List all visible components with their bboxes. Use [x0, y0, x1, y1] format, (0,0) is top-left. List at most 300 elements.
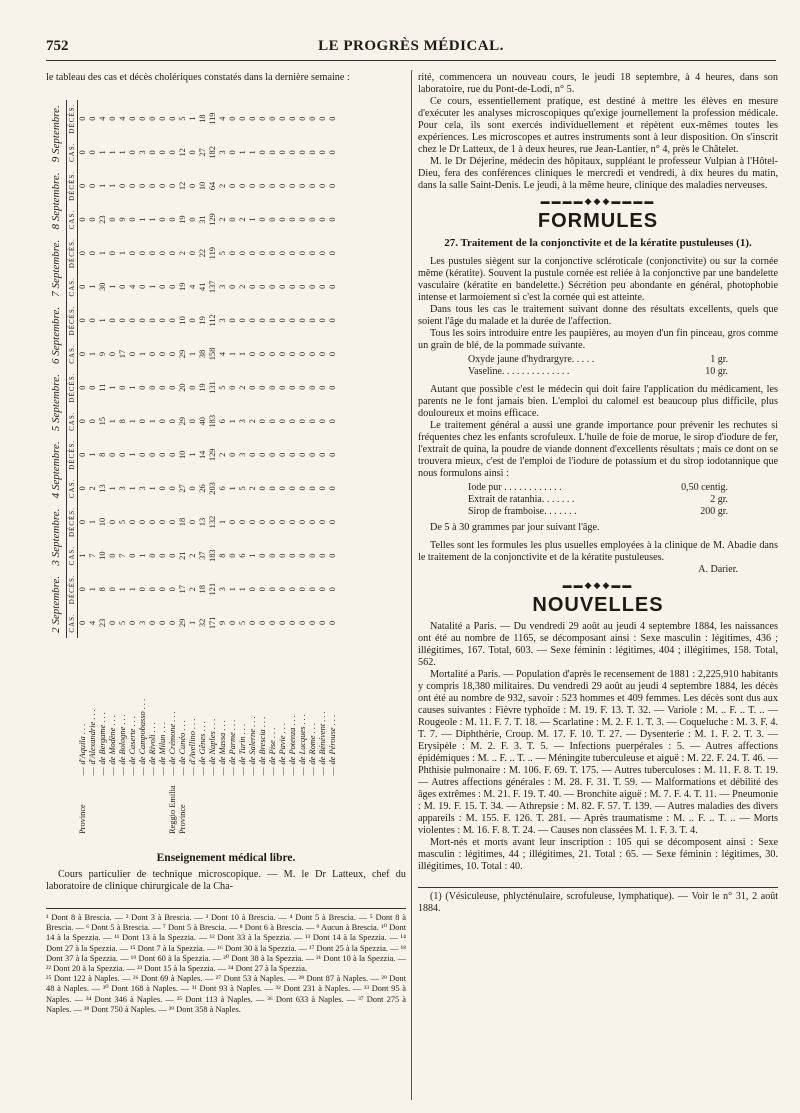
province-label — [148, 777, 158, 835]
cas-value: 0 — [308, 217, 317, 222]
cas-value: 1 — [238, 150, 247, 155]
province-label — [158, 777, 168, 835]
deces-value: 119 — [208, 247, 217, 260]
deces-value: 1 — [108, 183, 117, 189]
row-marker: — — [288, 767, 297, 776]
ingredient: Vaseline. . . . . . . . . . . . . . — [468, 366, 570, 377]
deces-value: 0 — [168, 318, 177, 323]
deces-value: 0 — [138, 452, 147, 457]
cas-value: 4 — [88, 620, 97, 625]
cas-value: 1 — [128, 419, 137, 424]
deces-value: 0 — [138, 385, 147, 390]
cas-value: 1 — [248, 217, 257, 222]
deces-value: 0 — [238, 251, 247, 256]
cas-value: 1 — [78, 553, 87, 558]
deces-value: 0 — [308, 587, 317, 592]
cas-value: 0 — [298, 553, 307, 558]
cas-value: 203 — [208, 482, 217, 495]
cas-value: 13 — [98, 484, 107, 493]
deces-value: 0 — [168, 519, 177, 525]
cas-value: 0 — [328, 217, 337, 222]
cas-value: 0 — [288, 351, 297, 357]
row-marker: — — [228, 767, 237, 776]
deces-value: 4 — [98, 116, 107, 121]
deces-value: 0 — [278, 251, 287, 256]
deces-value: 121 — [208, 582, 217, 596]
deces-value: 0 — [308, 385, 317, 390]
deces-value: 0 — [138, 587, 147, 592]
cas-value: 32 — [198, 618, 207, 628]
deces-header: DÉCÈS. — [67, 504, 78, 541]
deces-value: 11 — [98, 383, 107, 392]
row-marker: — — [108, 767, 117, 776]
cas-value: 2 — [188, 553, 197, 558]
province-label — [278, 777, 288, 835]
cas-value: 4 — [128, 284, 137, 289]
deces-value: 0 — [78, 385, 87, 390]
province-label — [238, 777, 248, 835]
cas-value: 0 — [168, 150, 177, 155]
deces-value: 0 — [108, 116, 117, 121]
cas-header: CAS. — [67, 541, 78, 571]
deces-value: 0 — [268, 587, 277, 592]
cas-value: 1 — [138, 351, 147, 357]
natalite-paris: Natalité a Paris. — Du vendredi 29 août au jeudi 4 septembre 1884, les naissances ont été au nombre de 1165, se décomposant ainsi : Sexe masculin : légitimes, 436 ; illégitimes, 167. Total, 603. — Sexe féminin : légitimes, 404 ; illégitimes, 158. Total, 562. — [418, 621, 778, 668]
deces-value: 2 — [218, 452, 227, 457]
deces-value: 0 — [238, 183, 247, 189]
deces-value: 0 — [88, 251, 97, 256]
cas-value: 0 — [328, 620, 337, 625]
table-row — [208, 100, 218, 835]
cas-value: 1 — [148, 486, 157, 491]
cas-value: 40 — [198, 417, 207, 426]
deces-value: 0 — [168, 116, 177, 121]
cas-value: 1 — [88, 284, 97, 289]
footnote-text: (1) (Vésiculeuse, phlycténulaire, scrofuleuse, lymphatique). — Voir le n° 31, 2 août 1884. — [418, 891, 778, 914]
row-marker: — — [198, 767, 207, 776]
province-label — [228, 777, 238, 835]
cas-value: 1 — [248, 553, 257, 558]
deces-value: 12 — [178, 181, 187, 191]
deces-value: 17 — [178, 585, 187, 594]
cas-value: 3 — [218, 284, 227, 289]
footnote-brescia-spezzia: ¹ Dont 8 à Brescia. — ² Dont 3 à Brescia. — ³ Dont 10 à Brescia. — ⁴ Dont 5 à Brescia. — ⁵ Dont 8 à Brescia. — ⁶ Dont 5 à Brescia. — ⁷ Dont 5 à Brescia. — ⁸ Dont 6 à Brescia. — ⁹ Aucun à Brescia. ¹⁰ Dont 14 à la Spezzia. — ¹¹ Dont 13 à la Spezzia. — ¹² Dont 33 à la Spezzia. — ¹³ Dont 14 à la Spezzia. — ¹⁴ Dont 27 à la Spezzia. — ¹⁵ Dont 7 à la Spezzia. — ¹⁶ Dont 30 à la Spezzia. — ¹⁷ Dont 25 à la Spezzia. — ¹⁸ Dont 37 à la Spezzia. — ¹⁹ Dont 60 à la Spezzia. — ²⁰ Dont 38 à la Spezzia. — ²¹ Dont 10 à la Spezzia. — ²² Dont 20 à la Spezzia. — ²³ Dont 15 à la Spezzia. — ²⁴ Dont 27 à la Spezzia. — [46, 913, 406, 974]
deces-value: 0 — [288, 183, 297, 189]
deces-value: 0 — [248, 452, 257, 457]
deces-value: 0 — [308, 116, 317, 121]
table-row — [318, 100, 328, 835]
deces-value: 0 — [148, 385, 157, 390]
province-label — [318, 777, 328, 835]
cas-value: 0 — [298, 284, 307, 289]
cas-value: 37 — [198, 551, 207, 560]
deces-value: 1 — [88, 452, 97, 457]
cas-value: 0 — [158, 284, 167, 289]
province-label: Province — [178, 804, 187, 834]
cas-value: 0 — [188, 150, 197, 155]
deces-value: 0 — [258, 587, 267, 592]
deces-value: 0 — [298, 452, 307, 457]
city-name: de Potenza . . . — [288, 714, 297, 765]
dejerine-notice: M. le Dr Déjerine, médecin des hôpitaux, suppléant le professeur Vulpian à l'Hôtel-Dieu, fera des conférences cliniques le mercredi et vendredi, à dix heures du matin, dans la salle Saint-Denis. Le jeudi, à la même heure, clinique des maladies nerveuses. — [418, 156, 778, 191]
cas-value: 0 — [268, 351, 277, 357]
cas-value: 12 — [178, 148, 187, 157]
cas-value: 9 — [118, 217, 127, 222]
city-name: de Bologne . . . — [118, 714, 127, 765]
cholera-table-rotated — [46, 100, 406, 835]
enseignement-section — [46, 852, 406, 893]
page-number: 752 — [46, 38, 69, 54]
deces-value: 0 — [288, 519, 297, 525]
cas-value: 27 — [198, 148, 207, 157]
deces-value: 0 — [268, 116, 277, 121]
deces-value: 0 — [138, 251, 147, 256]
recipe-syrup — [468, 482, 728, 518]
cas-value: 0 — [308, 419, 317, 424]
cas-value: 9 — [218, 620, 227, 625]
row-marker: — — [158, 767, 167, 776]
formule-para-6: Telles sont les formules les plus usuelles employées à la clinique de M. Abadie dans le traitement de la conjonctivite et de la kératite pustuleuses. — [418, 540, 778, 563]
cas-value: 0 — [318, 217, 327, 222]
formule-para-1: Les pustules siègent sur la conjonctive scléroticale (conjonctivite) ou sur la cornée même (kératite). Souvent la pustule cornée est reliée à la conjonctive par une bandelette vasculaire (kératite en bandelette.) Sécrétion peu abondante en général, photophobie intense et larmoiement si c'est la cornée qui est atteinte. — [418, 256, 778, 303]
city-name: de Bénévent . . . — [318, 711, 327, 765]
cas-value: 0 — [308, 150, 317, 155]
cas-value: 1 — [108, 486, 117, 491]
deces-value: 0 — [268, 452, 277, 457]
deces-value: 3 — [218, 318, 227, 323]
cas-value: 0 — [228, 284, 237, 289]
deces-value: 10 — [178, 450, 187, 460]
table-intro: le tableau des cas et décès cholériques constatés dans la dernière semaine : — [46, 72, 350, 83]
cas-value: 183 — [208, 549, 217, 562]
city-name: de Milan . . . — [158, 721, 167, 765]
cas-value: 0 — [148, 553, 157, 558]
deces-value: 2 — [238, 385, 247, 390]
deces-value: 0 — [158, 385, 167, 390]
cas-value: 38 — [198, 349, 207, 359]
cas-value: 0 — [78, 620, 87, 625]
cas-value: 0 — [158, 217, 167, 222]
day-header: 3 Septembre. — [46, 504, 67, 571]
cas-value: 8 — [218, 553, 227, 558]
province-label — [188, 777, 198, 835]
deces-value: 0 — [148, 251, 157, 256]
cas-value: 0 — [248, 284, 257, 289]
day-header-row — [46, 100, 67, 835]
deces-value: 0 — [318, 116, 327, 121]
deces-value: 0 — [88, 116, 97, 121]
cours-continuation: rité, commencera un nouveau cours, le jeudi 18 septembre, à 4 heures, dans son laboratoire, rue du Pont-de-Lodi, n° 5. — [418, 72, 778, 95]
deces-value: 0 — [258, 251, 267, 256]
cas-value: 17 — [118, 349, 127, 359]
deces-value: 0 — [188, 251, 197, 256]
table-row — [128, 100, 138, 835]
cas-header: CAS. — [67, 473, 78, 503]
cas-value: 0 — [328, 284, 337, 289]
cas-value: 1 — [188, 351, 197, 357]
deces-value: 0 — [238, 318, 247, 323]
deces-value: 0 — [78, 116, 87, 121]
cholera-table — [46, 100, 338, 835]
deces-value: 18 — [198, 585, 207, 594]
cas-value: 1 — [228, 486, 237, 491]
city-name: de Caserte . . . — [128, 715, 137, 765]
cas-value: 0 — [278, 620, 287, 625]
cas-value: 0 — [158, 419, 167, 424]
cas-value: 0 — [278, 351, 287, 357]
table-row — [168, 100, 178, 835]
deces-value: 0 — [158, 183, 167, 189]
table-row — [198, 100, 208, 835]
city-name: de Cunéo . . . — [178, 720, 187, 765]
quantity: 2 gr. — [710, 494, 728, 505]
table-row — [178, 100, 188, 835]
day-header: 9 Septembre. — [46, 100, 67, 167]
province-label — [98, 777, 108, 835]
province-label — [88, 777, 98, 835]
deces-value: 0 — [328, 318, 337, 323]
deces-value: 2 — [218, 183, 227, 189]
deces-value: 0 — [108, 452, 117, 457]
cas-header: CAS. — [67, 204, 78, 234]
deces-value: 0 — [288, 587, 297, 592]
cas-value: 0 — [168, 419, 177, 424]
deces-value: 0 — [78, 519, 87, 525]
deces-value: 0 — [148, 452, 157, 457]
deces-value: 0 — [78, 452, 87, 457]
deces-value: 0 — [278, 318, 287, 323]
city-name: de Naples . . . — [208, 718, 217, 765]
deces-value: 0 — [128, 183, 137, 189]
city-name: de Pérouse . . . — [328, 714, 337, 765]
row-marker: — — [77, 767, 87, 776]
deces-value: 0 — [298, 251, 307, 256]
cas-value: 0 — [128, 553, 137, 558]
cas-value: 0 — [298, 217, 307, 222]
deces-value: 4 — [118, 116, 127, 121]
author-signature: A. Darier. — [698, 564, 738, 575]
cas-value: 19 — [178, 282, 187, 291]
cas-value: 183 — [208, 414, 217, 428]
cas-value: 171 — [208, 616, 217, 630]
deces-value: 0 — [148, 519, 157, 525]
cas-value: 0 — [318, 351, 327, 357]
province-label — [248, 777, 258, 835]
deces-value: 3 — [218, 587, 227, 592]
deces-header: DÉCÈS. — [67, 571, 78, 608]
cas-value: 0 — [298, 351, 307, 357]
deces-value: 0 — [228, 318, 237, 323]
day-header: 6 Septembre. — [46, 302, 67, 369]
table-row — [88, 100, 98, 835]
deces-value: 0 — [188, 385, 197, 390]
table-row — [188, 100, 198, 835]
enseignement-text: Cours particulier de technique microscopique. — M. le Dr Latteux, chef du laboratoire de clinique chirurgicale de la Cha- — [46, 869, 406, 892]
deces-value: 3 — [238, 452, 247, 457]
cas-value: 2 — [238, 284, 247, 289]
deces-value: 0 — [258, 116, 267, 121]
cas-value: 29 — [178, 618, 187, 628]
deces-value: 0 — [258, 519, 267, 525]
deces-value: 8 — [98, 587, 107, 592]
cas-value: 0 — [308, 284, 317, 289]
cas-value: 0 — [268, 150, 277, 155]
cas-value: 21 — [178, 551, 187, 560]
deces-value: 0 — [308, 183, 317, 189]
table-row — [258, 100, 268, 835]
cas-value: 0 — [128, 217, 137, 222]
left-footnotes — [46, 908, 406, 1015]
deces-value: 0 — [248, 183, 257, 189]
cas-value: 9 — [98, 351, 107, 357]
cas-value: 0 — [318, 486, 327, 491]
province-label — [118, 777, 128, 835]
row-marker: — — [248, 767, 257, 776]
deces-value: 0 — [88, 385, 97, 390]
deces-value: 0 — [78, 587, 87, 592]
recipe-line — [468, 482, 728, 494]
cas-value: 0 — [328, 351, 337, 357]
table-row — [308, 100, 318, 835]
deces-value: 0 — [108, 519, 117, 525]
cas-value: 0 — [278, 553, 287, 558]
cas-value: 0 — [158, 553, 167, 558]
deces-value: 0 — [118, 452, 127, 457]
cas-value: 1 — [138, 217, 147, 222]
cas-value: 0 — [318, 553, 327, 558]
cas-value: 0 — [148, 620, 157, 625]
cas-value: 0 — [268, 217, 277, 222]
recipe-line — [468, 494, 728, 506]
recipe-line — [468, 506, 728, 518]
cas-value: 0 — [268, 553, 277, 558]
deces-value: 0 — [328, 251, 337, 256]
cas-value: 2 — [238, 217, 247, 222]
nouvelles-heading: NOUVELLES — [532, 594, 664, 616]
corner-cell — [46, 638, 67, 835]
deces-header: DÉCÈS. — [67, 100, 78, 137]
cas-value: 0 — [88, 217, 97, 222]
deces-value: 1 — [108, 385, 117, 390]
city-name: de Turin . . . — [238, 723, 247, 765]
deces-value: 0 — [158, 116, 167, 121]
cas-value: 0 — [308, 486, 317, 491]
deces-value: 0 — [258, 183, 267, 189]
province-label — [128, 777, 138, 835]
row-marker: — — [268, 767, 277, 776]
deces-value: 1 — [88, 519, 97, 525]
cas-value: 158 — [208, 347, 217, 361]
cas-value: 26 — [198, 484, 207, 493]
cas-value: 0 — [288, 553, 297, 558]
deces-value: 0 — [268, 385, 277, 390]
deces-value: 0 — [258, 318, 267, 323]
deces-value: 0 — [228, 251, 237, 256]
formule-para-5: Le traitement général a aussi une grande importance pour prévenir les rechutes si fréquentes chez les enfants scrofuleux. L'huile de foie de morue, le sirop d'iodure de fer, l'extrait de quina, la poudre de viande donnent d'excellents résultats ; mais ce dont on se trouvera mieux, c'est de l'emploi de l'iodure de potassium et du sirop iodotannique que nous formulons ainsi : — [418, 420, 778, 479]
deces-value: 0 — [188, 519, 197, 525]
table-row — [148, 100, 158, 835]
deces-value: 0 — [288, 385, 297, 390]
deces-value: 0 — [278, 385, 287, 390]
deces-value: 0 — [248, 318, 257, 323]
deces-value: 0 — [298, 183, 307, 189]
deces-value: 0 — [308, 251, 317, 256]
recipe-ointment — [468, 354, 728, 378]
cas-value: 3 — [138, 620, 147, 625]
cas-value: 5 — [238, 620, 247, 625]
deces-value: 0 — [288, 318, 297, 323]
cas-value: 3 — [138, 486, 147, 491]
deces-value: 0 — [328, 452, 337, 457]
deces-value: 0 — [328, 587, 337, 592]
cas-value: 0 — [128, 351, 137, 357]
cas-value: 0 — [258, 419, 267, 424]
row-marker: — — [238, 767, 247, 776]
deces-value: 1 — [98, 183, 107, 189]
cas-header: CAS. — [67, 137, 78, 167]
cas-value: 0 — [328, 150, 337, 155]
cas-value: 0 — [168, 486, 177, 491]
enseignement-title: Enseignement médical libre. — [156, 852, 296, 864]
cas-value: 182 — [208, 146, 217, 159]
city-name: de Lucques . . . — [298, 714, 307, 765]
deces-value: 0 — [298, 519, 307, 525]
cas-value: 1 — [108, 284, 117, 289]
deces-value: 0 — [248, 587, 257, 592]
cas-value: 0 — [148, 351, 157, 357]
cas-value: 3 — [238, 419, 247, 424]
deces-value: 0 — [138, 318, 147, 323]
table-row — [218, 100, 228, 835]
deces-value: 0 — [228, 116, 237, 121]
cas-value: 0 — [318, 620, 327, 625]
deces-value: 0 — [188, 183, 197, 189]
cas-value: 8 — [118, 419, 127, 424]
deces-value: 0 — [158, 251, 167, 256]
deces-value: 19 — [198, 316, 207, 325]
cas-value: 0 — [318, 419, 327, 424]
cas-value: 0 — [138, 419, 147, 424]
city-name: de Salerne . . . — [248, 716, 257, 765]
footnote-naples: ²⁵ Dont 122 à Naples. — ²⁶ Dont 69 à Naples. — ²⁷ Dont 53 à Naples. — ²⁸ Dont 87 à Naples. — ²⁹ Dont 48 à Naples. — ³⁰ Dont 168 à Naples. — ³¹ Dont 93 à Naples. — ³² Dont 231 à Naples. — ³³ Dont 95 à Naples. — ³⁴ Dont 346 à Naples. — ³⁵ Dont 113 à Naples. — ³⁶ Dont 633 à Naples. — ³⁷ Dont 275 à Naples. — ³⁸ Dont 750 à Naples. — ³⁹ Dont 358 à Naples. — [46, 974, 406, 1014]
cholera-table-box — [46, 100, 406, 835]
deces-value: 5 — [218, 385, 227, 390]
cas-header: CAS. — [67, 608, 78, 638]
cas-value: 0 — [278, 217, 287, 222]
deces-value: 0 — [318, 251, 327, 256]
city-name: de Parme . . . — [228, 719, 237, 765]
cas-value: 0 — [258, 217, 267, 222]
deces-value: 22 — [198, 248, 207, 258]
deces-value: 0 — [138, 116, 147, 121]
table-row — [328, 100, 338, 835]
cas-value: 0 — [108, 553, 117, 558]
cas-value: 19 — [178, 215, 187, 224]
deces-value: 0 — [228, 183, 237, 189]
row-marker: — — [328, 767, 337, 776]
row-marker: — — [148, 767, 157, 776]
cas-value: 0 — [278, 486, 287, 491]
deces-value: 0 — [278, 116, 287, 121]
cas-value: 0 — [318, 284, 327, 289]
deces-value: 1 — [98, 318, 107, 323]
deces-value: 0 — [228, 385, 237, 390]
cas-value: 0 — [258, 486, 267, 491]
province-label — [288, 777, 298, 835]
table-row — [238, 100, 248, 835]
deces-value: 0 — [328, 385, 337, 390]
deces-value: 1 — [218, 519, 227, 525]
